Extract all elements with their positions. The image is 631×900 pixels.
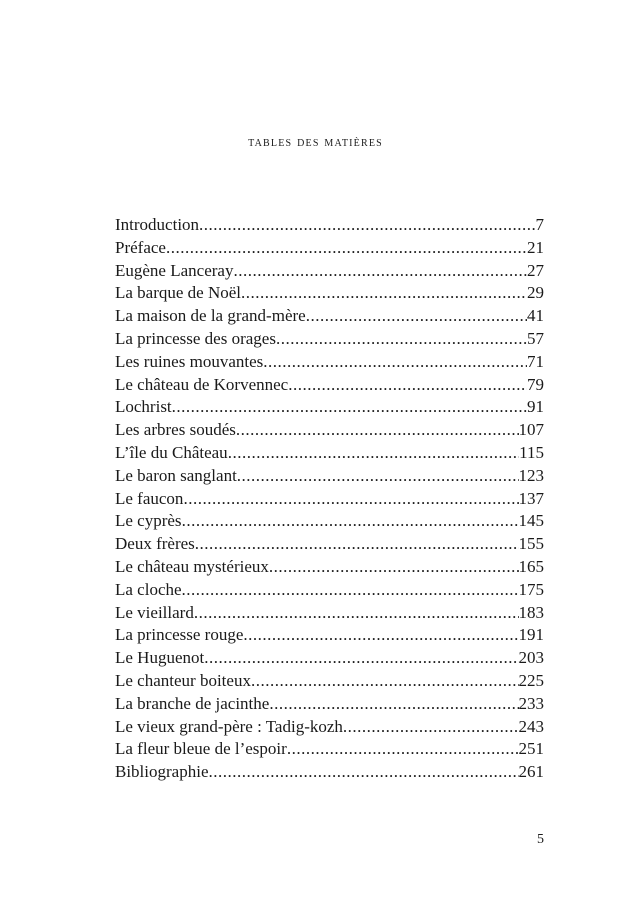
toc-entry [115, 533, 544, 556]
toc-entry-title: Le vieillard [115, 602, 194, 622]
page-title: tables des matières [248, 134, 383, 150]
dot-leader [276, 328, 527, 351]
dot-leader [183, 488, 518, 511]
toc-entry-page: 233 [518, 693, 544, 713]
dot-leader [243, 624, 518, 647]
dot-leader [287, 738, 519, 761]
dot-leader [241, 282, 527, 305]
toc-entry [115, 602, 544, 625]
toc-entry-title: Les arbres soudés [115, 420, 236, 440]
toc-entry [115, 282, 544, 305]
dot-leader [236, 419, 519, 442]
toc-entry-title: Lochrist [115, 397, 172, 417]
page-number: 5 [537, 832, 544, 847]
toc-entry-title: La fleur bleue de l’espoir [115, 739, 287, 759]
toc-entry-title: La branche de jacinthe [115, 693, 270, 713]
dot-leader [204, 647, 518, 670]
toc-entry [115, 738, 544, 761]
dot-leader [182, 579, 519, 602]
toc-entry [115, 465, 544, 488]
toc-entry-title: Les ruines mouvantes [115, 351, 264, 371]
toc-entry-page: 191 [518, 625, 544, 645]
toc-entry-title: Le chanteur boiteux [115, 670, 251, 690]
dot-leader [263, 351, 527, 374]
toc-entry-page: 203 [518, 648, 544, 668]
toc-entry [115, 260, 544, 283]
dot-leader [194, 602, 519, 625]
toc-entry-page: 145 [518, 511, 544, 531]
dot-leader [306, 305, 527, 328]
toc-entry [115, 419, 544, 442]
dot-leader [343, 716, 519, 739]
toc-entry [115, 670, 544, 693]
toc-entry-title: Le château mystérieux [115, 556, 269, 576]
toc-entry [115, 693, 544, 716]
toc-entry-title: Le château de Korvennec [115, 374, 289, 394]
toc-entry-page: 175 [518, 579, 544, 599]
dot-leader [237, 465, 519, 488]
toc-entry [115, 556, 544, 579]
dot-leader [251, 670, 519, 693]
toc-entry [115, 579, 544, 602]
toc-entry-page: 57 [527, 328, 544, 348]
toc-entry-page: 165 [518, 556, 544, 576]
toc-entry-title: La maison de la grand-mère [115, 306, 306, 326]
toc-entry [115, 328, 544, 351]
toc-entry-page: 155 [518, 534, 544, 554]
toc-entry [115, 761, 544, 784]
dot-leader [195, 533, 519, 556]
toc-entry [115, 647, 544, 670]
toc-entry-title: L’île du Château [115, 442, 228, 462]
dot-leader [288, 374, 527, 397]
toc-entry-page: 261 [518, 762, 544, 782]
toc-entry-title: Eugène Lanceray [115, 260, 234, 280]
toc-entry-page: 71 [527, 351, 544, 371]
toc-entry-title: La cloche [115, 579, 182, 599]
toc-entry [115, 237, 544, 260]
toc-entry-title: La barque de Noël [115, 283, 242, 303]
toc-entry-page: 7 [535, 215, 544, 234]
toc-entry [115, 442, 544, 465]
toc-entry-title: Bibliographie [115, 762, 209, 782]
dot-leader [233, 260, 527, 283]
toc-entry-title: Le Huguenot [115, 648, 205, 668]
toc-entry [115, 214, 544, 237]
toc-entry [115, 624, 544, 647]
toc-entry-title: Le cyprès [115, 511, 182, 531]
toc-entry-page: 225 [518, 670, 544, 690]
toc-entry-page: 91 [527, 397, 544, 417]
dot-leader [269, 693, 518, 716]
dot-leader [166, 237, 527, 260]
toc-entry-page: 243 [518, 716, 544, 736]
toc-entry [115, 510, 544, 533]
dot-leader [199, 214, 535, 237]
toc-entry-title: Introduction [115, 215, 200, 234]
dot-leader [269, 556, 519, 579]
toc-entry-title: Le baron sanglant [115, 465, 237, 485]
dot-leader [228, 442, 519, 465]
toc-entry-page: 251 [518, 739, 544, 759]
toc-entry-page: 41 [527, 306, 544, 326]
toc-entry-title: Deux frères [115, 534, 195, 554]
toc-entry-page: 79 [527, 374, 544, 394]
toc-entry-page: 115 [519, 442, 544, 462]
toc-entry [115, 488, 544, 511]
toc-entry [115, 305, 544, 328]
toc-entry [115, 396, 544, 419]
toc-entry-title: La princesse rouge [115, 625, 244, 645]
toc-entry-page: 183 [518, 602, 544, 622]
toc-entry-page: 107 [518, 420, 544, 440]
toc-entry-page: 137 [518, 488, 544, 508]
toc-entry-title: Le vieux grand-père : Tadig-kozh [115, 716, 343, 736]
dot-leader [172, 396, 527, 419]
toc-entry-page: 21 [527, 237, 544, 257]
dot-leader [208, 761, 518, 784]
dot-leader [182, 510, 519, 533]
toc-entry-title: La princesse des orages [115, 328, 276, 348]
table-of-contents [115, 214, 544, 784]
toc-entry-page: 123 [518, 465, 544, 485]
toc-entry [115, 374, 544, 397]
toc-entry [115, 351, 544, 374]
toc-entry-title: Préface [115, 237, 166, 257]
toc-entry [115, 716, 544, 739]
toc-entry-page: 27 [527, 260, 544, 280]
toc-entry-page: 29 [527, 283, 544, 303]
toc-entry-title: Le faucon [115, 488, 184, 508]
